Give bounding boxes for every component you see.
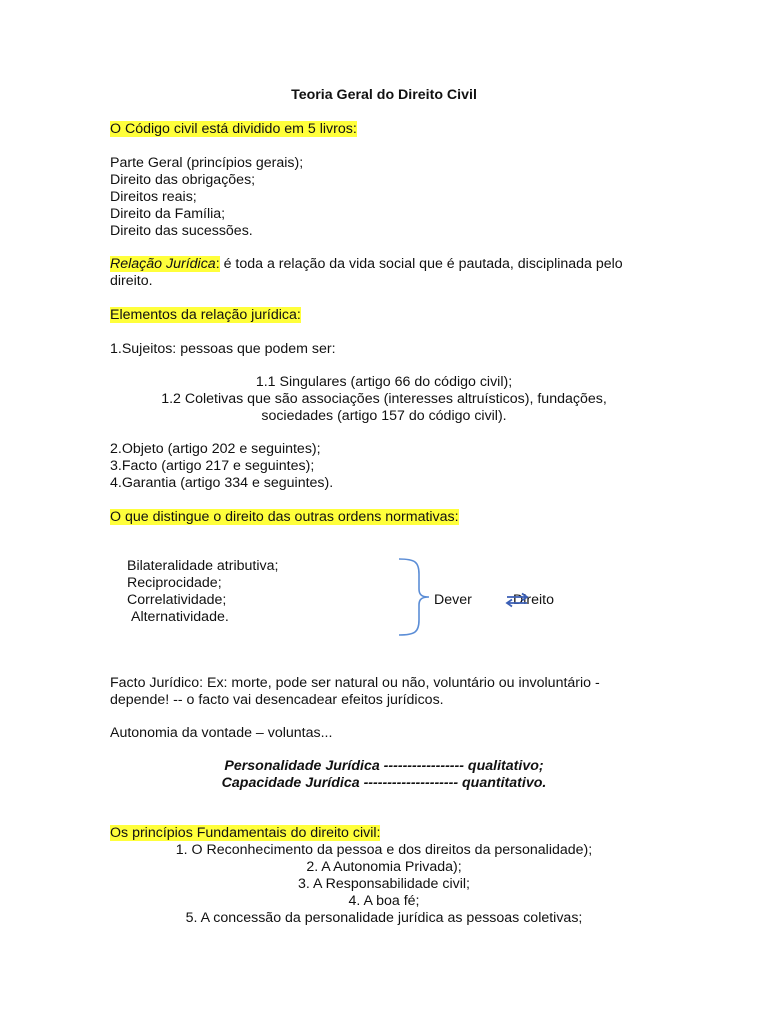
curly-bracket-icon bbox=[395, 556, 435, 638]
distingue-item: Correlatividade; bbox=[127, 592, 227, 608]
principio-item: 1. O Reconhecimento da pessoa e dos direitos da personalidade); bbox=[175, 842, 593, 858]
distingue-heading: O que distingue o direito das outras ordens normativas: bbox=[110, 509, 459, 525]
elemento-item: 2.Objeto (artigo 202 e seguintes); bbox=[110, 441, 321, 457]
capacidade-line: Capacidade Jurídica -------------------- quantitativo. bbox=[221, 775, 547, 791]
autonomia-line: Autonomia da vontade – voluntas... bbox=[110, 725, 333, 741]
books-heading: O Código civil está dividido em 5 livros: bbox=[110, 121, 357, 137]
book-item: Direitos reais; bbox=[110, 189, 197, 205]
elemento-item: 4.Garantia (artigo 334 e seguintes). bbox=[110, 475, 334, 491]
sujeitos-sub-item: 1.2 Coletivas que são associações (interesses altruísticos), fundações, bbox=[161, 391, 607, 407]
principio-item: 5. A concessão da personalidade jurídica as pessoas coletivas; bbox=[185, 910, 583, 926]
personalidade-line: Personalidade Jurídica ----------------- qualitativo; bbox=[224, 758, 544, 774]
relacao-juridica-cont: direito. bbox=[110, 273, 153, 289]
book-item: Direito das obrigações; bbox=[110, 172, 256, 188]
sujeitos-line: 1.Sujeitos: pessoas que podem ser: bbox=[110, 341, 336, 357]
sujeitos-sub-item: 1.1 Singulares (artigo 66 do código civil); bbox=[255, 374, 513, 390]
distingue-item: Reciprocidade; bbox=[127, 575, 222, 591]
facto-juridico-line: depende! -- o facto vai desencadear efeitos jurídicos. bbox=[110, 692, 444, 708]
double-arrow-icon bbox=[505, 593, 529, 607]
book-item: Parte Geral (princípios gerais); bbox=[110, 155, 304, 171]
principio-item: 3. A Responsabilidade civil; bbox=[298, 876, 470, 892]
principios-heading: Os princípios Fundamentais do direito civil: bbox=[110, 825, 381, 841]
distingue-item: Bilateralidade atributiva; bbox=[127, 558, 279, 574]
document-title: Teoria Geral do Direito Civil bbox=[291, 87, 477, 103]
direito-label: Direito bbox=[513, 592, 554, 608]
relacao-juridica-term: Relação Jurídica: bbox=[110, 256, 220, 272]
elementos-heading: Elementos da relação jurídica: bbox=[110, 307, 301, 323]
book-item: Direito das sucessões. bbox=[110, 223, 253, 239]
elemento-item: 3.Facto (artigo 217 e seguintes); bbox=[110, 458, 315, 474]
principio-item: 2. A Autonomia Privada); bbox=[306, 859, 462, 875]
distingue-item: Alternatividade. bbox=[131, 609, 229, 625]
principio-item: 4. A boa fé; bbox=[348, 893, 420, 909]
book-item: Direito da Família; bbox=[110, 206, 226, 222]
sujeitos-sub-item: sociedades (artigo 157 do código civil). bbox=[261, 408, 507, 424]
facto-juridico-line: Facto Jurídico: Ex: morte, pode ser natural ou não, voluntário ou involuntário - bbox=[110, 675, 600, 691]
relacao-juridica-paragraph: Relação Jurídica: é toda a relação da vida social que é pautada, disciplinada pelo bbox=[110, 256, 623, 272]
dever-label: Dever bbox=[434, 592, 472, 608]
